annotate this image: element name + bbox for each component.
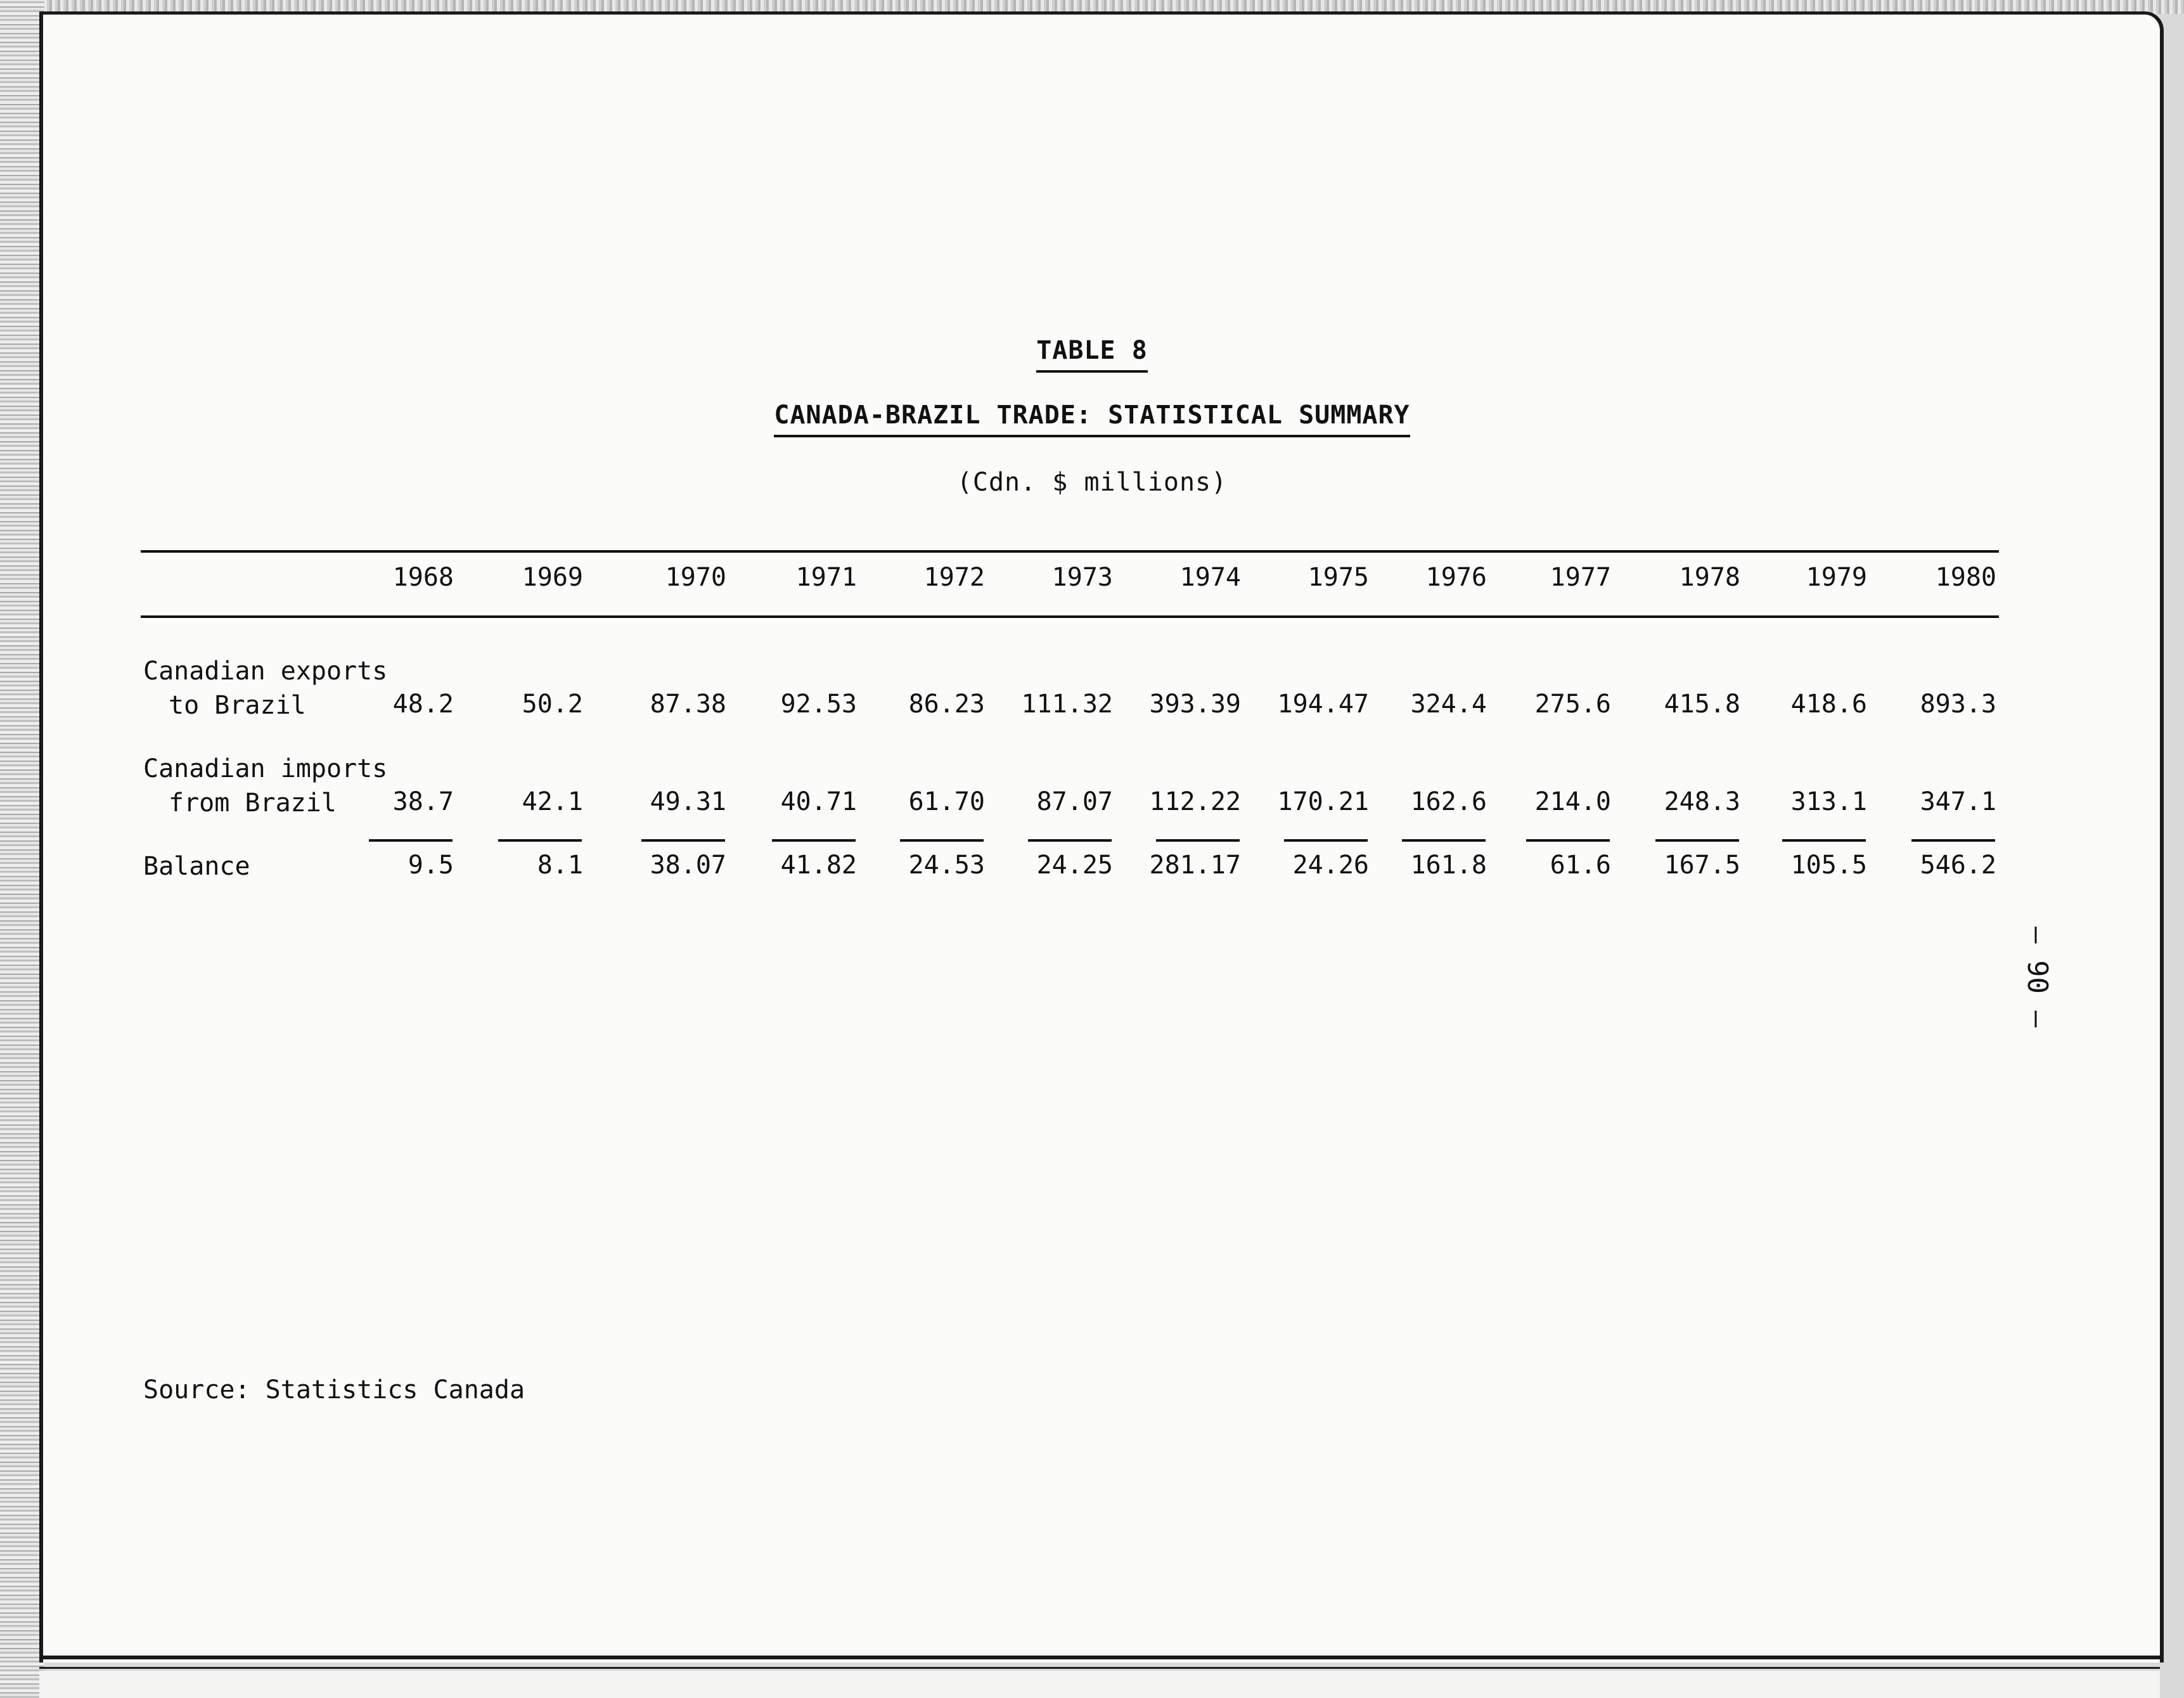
row-label-balance: Balance <box>143 852 250 881</box>
table-cell: 248.3 <box>1664 787 1740 816</box>
year-header: 1979 <box>1806 563 1867 592</box>
table-cell: 313.1 <box>1790 787 1867 816</box>
subtotal-underline <box>1782 839 1866 842</box>
table-cell: 393.39 <box>1149 690 1241 719</box>
scan-border-left <box>0 0 44 1698</box>
table-units: (Cdn. $ millions) <box>956 468 1228 497</box>
next-page-edge <box>39 1671 2160 1698</box>
table-cell: 275.6 <box>1534 690 1611 719</box>
page-number: – 90 – <box>2021 927 2053 1027</box>
table-title: CANADA-BRAZIL TRADE: STATISTICAL SUMMARY <box>0 401 2184 430</box>
year-header: 1973 <box>1051 563 1113 592</box>
table-cell: 415.8 <box>1664 690 1740 719</box>
table-cell: 281.17 <box>1149 851 1241 880</box>
year-header: 1976 <box>1425 563 1487 592</box>
year-header: 1972 <box>923 563 985 592</box>
row-label-imports: Canadian imports from Brazil <box>143 754 388 818</box>
table-cell: 38.07 <box>650 851 726 880</box>
table-cell: 9.5 <box>408 851 454 880</box>
table-cell: 61.70 <box>908 787 985 816</box>
subtotal-underline <box>641 839 725 842</box>
subtotal-underline <box>1156 839 1240 842</box>
table-cell: 167.5 <box>1664 851 1740 880</box>
table-top-rule <box>141 550 1999 553</box>
table-cell: 87.38 <box>650 690 726 719</box>
year-header: 1980 <box>1935 563 1996 592</box>
table-cell: 324.4 <box>1410 690 1487 719</box>
table-cell: 38.7 <box>392 787 454 816</box>
table-cell: 112.22 <box>1149 787 1241 816</box>
table-cell: 418.6 <box>1790 690 1867 719</box>
subtotal-underline <box>772 839 856 842</box>
table-cell: 170.21 <box>1277 787 1369 816</box>
table-cell: 49.31 <box>650 787 726 816</box>
table-cell: 40.71 <box>780 787 857 816</box>
document-page <box>39 11 2164 1663</box>
table-cell: 50.2 <box>522 690 583 719</box>
table-cell: 41.82 <box>780 851 857 880</box>
table-cell: 162.6 <box>1410 787 1487 816</box>
year-header: 1969 <box>522 563 583 592</box>
table-cell: 214.0 <box>1534 787 1611 816</box>
year-header: 1971 <box>795 563 857 592</box>
table-cell: 111.32 <box>1021 690 1113 719</box>
year-header: 1968 <box>392 563 454 592</box>
table-cell: 8.1 <box>537 851 583 880</box>
subtotal-underline <box>498 839 582 842</box>
table-cell: 161.8 <box>1410 851 1487 880</box>
page-bottom-rule-2 <box>39 1667 2160 1669</box>
table-cell: 24.26 <box>1292 851 1369 880</box>
year-header: 1978 <box>1679 563 1740 592</box>
page-bottom-rule <box>39 1656 2160 1659</box>
year-header: 1977 <box>1550 563 1611 592</box>
subtotal-underline <box>1028 839 1112 842</box>
table-header-rule <box>141 615 1999 618</box>
subtotal-underline <box>1655 839 1739 842</box>
table-cell: 194.47 <box>1277 690 1369 719</box>
table-cell: 48.2 <box>392 690 454 719</box>
table-cell: 86.23 <box>908 690 985 719</box>
table-cell: 347.1 <box>1920 787 1996 816</box>
table-cell: 546.2 <box>1920 851 1996 880</box>
table-cell: 87.07 <box>1036 787 1113 816</box>
table-cell: 92.53 <box>780 690 857 719</box>
table-cell: 24.25 <box>1036 851 1113 880</box>
year-header: 1975 <box>1307 563 1369 592</box>
subtotal-underline <box>1402 839 1486 842</box>
table-cell: 24.53 <box>908 851 985 880</box>
row-label-exports: Canadian exports to Brazil <box>143 657 388 720</box>
subtotal-underline <box>369 839 453 842</box>
table-cell: 105.5 <box>1790 851 1867 880</box>
subtotal-underline <box>1911 839 1995 842</box>
subtotal-underline <box>1526 839 1610 842</box>
subtotal-underline <box>900 839 984 842</box>
subtotal-underline <box>1284 839 1368 842</box>
source-note: Source: Statistics Canada <box>143 1375 525 1405</box>
table-cell: 893.3 <box>1920 690 1996 719</box>
year-header: 1974 <box>1179 563 1241 592</box>
table-number: TABLE 8 <box>0 336 2184 365</box>
table-cell: 61.6 <box>1550 851 1611 880</box>
table-cell: 42.1 <box>522 787 583 816</box>
year-header: 1970 <box>665 563 726 592</box>
